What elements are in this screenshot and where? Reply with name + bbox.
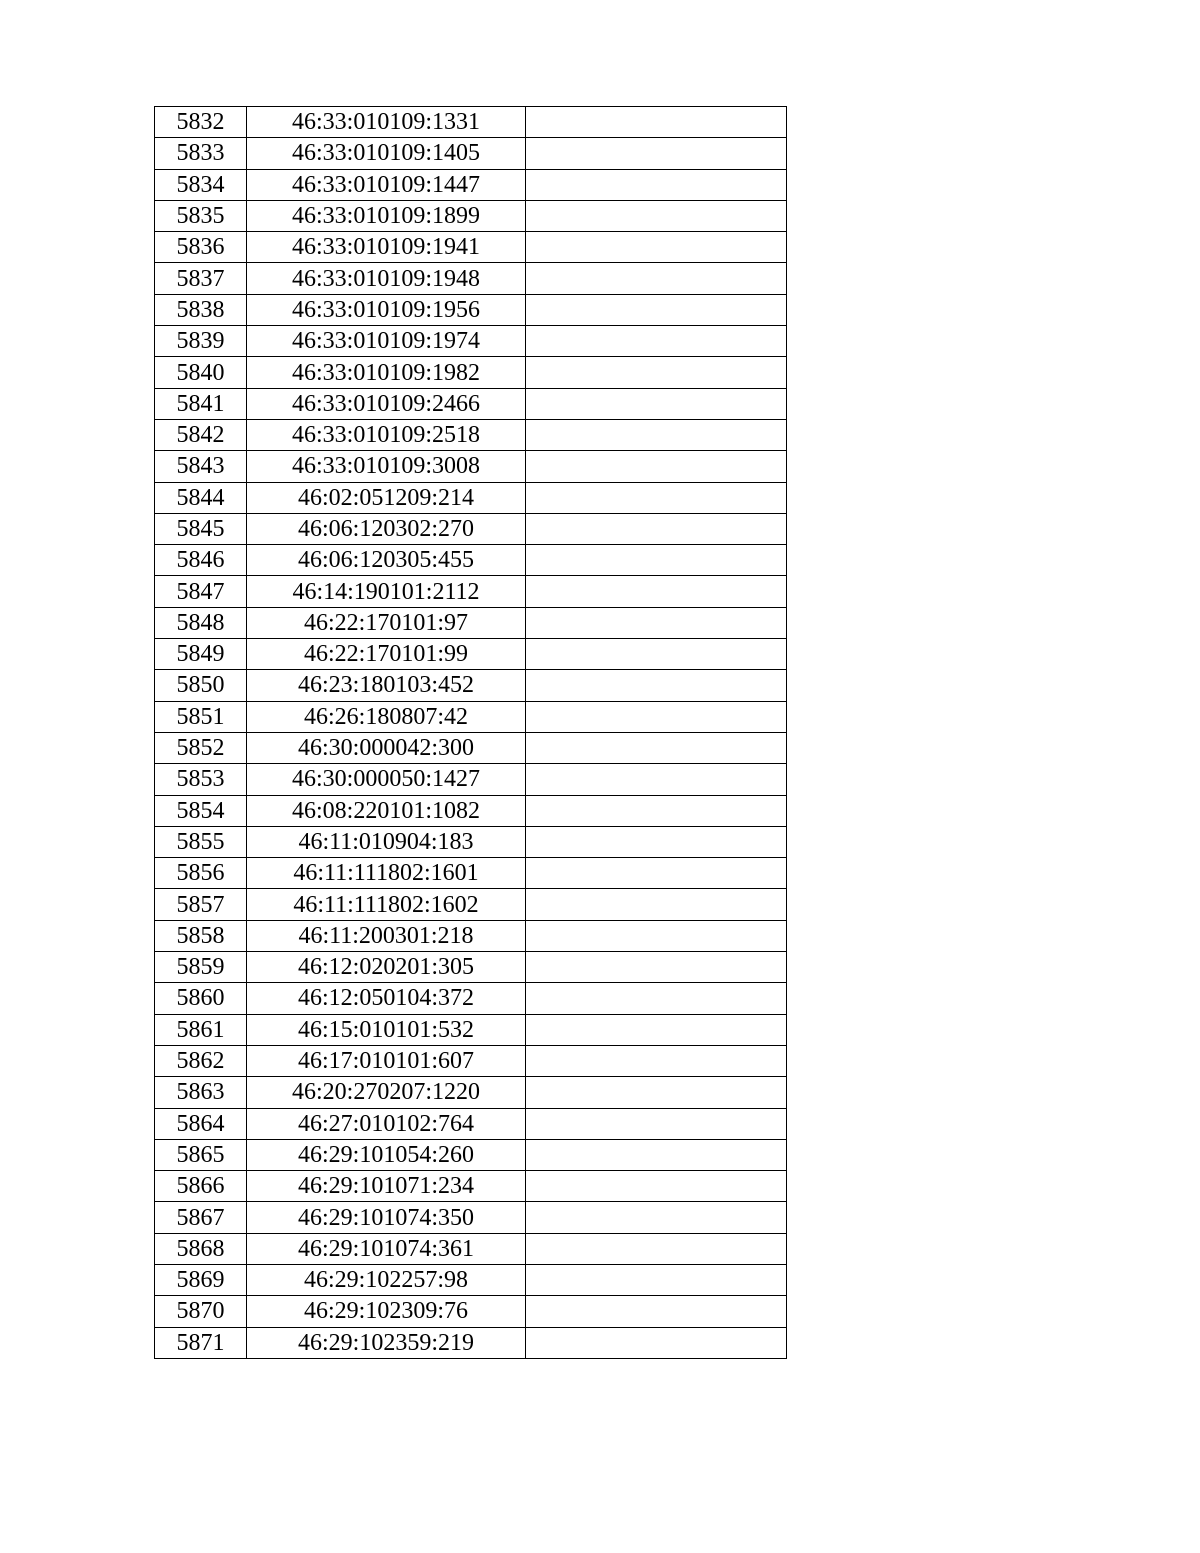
note-cell	[526, 294, 787, 325]
row-number-cell: 5832	[155, 107, 247, 138]
row-number-cell: 5843	[155, 451, 247, 482]
row-number-cell: 5865	[155, 1139, 247, 1170]
cadastral-number-cell: 46:33:010109:2518	[247, 419, 526, 450]
table-row	[155, 1045, 787, 1076]
row-number-cell: 5859	[155, 952, 247, 983]
cadastral-table	[154, 106, 787, 1359]
cadastral-number-cell: 46:33:010109:2466	[247, 388, 526, 419]
cadastral-number-cell: 46:33:010109:1447	[247, 169, 526, 200]
cadastral-number-cell: 46:11:111802:1602	[247, 889, 526, 920]
row-number-cell: 5844	[155, 482, 247, 513]
cadastral-number-cell: 46:33:010109:1948	[247, 263, 526, 294]
cadastral-number-cell: 46:27:010102:764	[247, 1108, 526, 1139]
row-number-cell: 5848	[155, 607, 247, 638]
note-cell	[526, 232, 787, 263]
note-cell	[526, 1171, 787, 1202]
note-cell	[526, 639, 787, 670]
cadastral-number-cell: 46:33:010109:1899	[247, 200, 526, 231]
row-number-cell: 5845	[155, 513, 247, 544]
cadastral-number-cell: 46:11:200301:218	[247, 920, 526, 951]
row-number-cell: 5866	[155, 1171, 247, 1202]
note-cell	[526, 263, 787, 294]
table-row	[155, 1202, 787, 1233]
cadastral-number-cell: 46:06:120305:455	[247, 545, 526, 576]
note-cell	[526, 169, 787, 200]
row-number-cell: 5839	[155, 326, 247, 357]
table-row	[155, 326, 787, 357]
table-row	[155, 576, 787, 607]
note-cell	[526, 138, 787, 169]
note-cell	[526, 200, 787, 231]
note-cell	[526, 1327, 787, 1358]
note-cell	[526, 1045, 787, 1076]
cadastral-number-cell: 46:29:101071:234	[247, 1171, 526, 1202]
cadastral-number-cell: 46:02:051209:214	[247, 482, 526, 513]
cadastral-number-cell: 46:33:010109:1956	[247, 294, 526, 325]
cadastral-number-cell: 46:12:020201:305	[247, 952, 526, 983]
note-cell	[526, 1264, 787, 1295]
table-row	[155, 1296, 787, 1327]
table-row	[155, 764, 787, 795]
table-row	[155, 169, 787, 200]
row-number-cell: 5857	[155, 889, 247, 920]
note-cell	[526, 576, 787, 607]
row-number-cell: 5852	[155, 732, 247, 763]
row-number-cell: 5860	[155, 983, 247, 1014]
table-row	[155, 920, 787, 951]
table-row	[155, 889, 787, 920]
row-number-cell: 5838	[155, 294, 247, 325]
table-row	[155, 1077, 787, 1108]
row-number-cell: 5854	[155, 795, 247, 826]
row-number-cell: 5855	[155, 826, 247, 857]
row-number-cell: 5840	[155, 357, 247, 388]
table-row	[155, 670, 787, 701]
row-number-cell: 5869	[155, 1264, 247, 1295]
row-number-cell: 5858	[155, 920, 247, 951]
table-row	[155, 388, 787, 419]
row-number-cell: 5867	[155, 1202, 247, 1233]
table-row	[155, 1327, 787, 1358]
table-row	[155, 1108, 787, 1139]
cadastral-number-cell: 46:23:180103:452	[247, 670, 526, 701]
note-cell	[526, 889, 787, 920]
cadastral-number-cell: 46:17:010101:607	[247, 1045, 526, 1076]
row-number-cell: 5842	[155, 419, 247, 450]
cadastral-number-cell: 46:20:270207:1220	[247, 1077, 526, 1108]
table-row	[155, 138, 787, 169]
cadastral-number-cell: 46:15:010101:532	[247, 1014, 526, 1045]
row-number-cell: 5856	[155, 858, 247, 889]
table-row	[155, 952, 787, 983]
cadastral-number-cell: 46:33:010109:3008	[247, 451, 526, 482]
row-number-cell: 5853	[155, 764, 247, 795]
cadastral-number-cell: 46:12:050104:372	[247, 983, 526, 1014]
table-row	[155, 200, 787, 231]
note-cell	[526, 732, 787, 763]
table-row	[155, 513, 787, 544]
row-number-cell: 5862	[155, 1045, 247, 1076]
note-cell	[526, 1233, 787, 1264]
table-row	[155, 232, 787, 263]
table-row	[155, 1233, 787, 1264]
table-row	[155, 482, 787, 513]
cadastral-number-cell: 46:33:010109:1405	[247, 138, 526, 169]
cadastral-number-cell: 46:33:010109:1982	[247, 357, 526, 388]
cadastral-number-cell: 46:30:000042:300	[247, 732, 526, 763]
row-number-cell: 5863	[155, 1077, 247, 1108]
note-cell	[526, 1077, 787, 1108]
note-cell	[526, 795, 787, 826]
cadastral-number-cell: 46:11:111802:1601	[247, 858, 526, 889]
table-row	[155, 983, 787, 1014]
table-row	[155, 607, 787, 638]
table-row	[155, 701, 787, 732]
note-cell	[526, 388, 787, 419]
cadastral-number-cell: 46:29:101054:260	[247, 1139, 526, 1170]
row-number-cell: 5864	[155, 1108, 247, 1139]
row-number-cell: 5847	[155, 576, 247, 607]
cadastral-number-cell: 46:33:010109:1331	[247, 107, 526, 138]
cadastral-table-body	[155, 107, 787, 1359]
note-cell	[526, 1296, 787, 1327]
row-number-cell: 5835	[155, 200, 247, 231]
note-cell	[526, 952, 787, 983]
row-number-cell: 5833	[155, 138, 247, 169]
table-row	[155, 294, 787, 325]
note-cell	[526, 764, 787, 795]
table-row	[155, 1171, 787, 1202]
cadastral-number-cell: 46:30:000050:1427	[247, 764, 526, 795]
table-row	[155, 795, 787, 826]
note-cell	[526, 920, 787, 951]
note-cell	[526, 326, 787, 357]
note-cell	[526, 1139, 787, 1170]
cadastral-number-cell: 46:26:180807:42	[247, 701, 526, 732]
cadastral-number-cell: 46:29:102257:98	[247, 1264, 526, 1295]
cadastral-number-cell: 46:33:010109:1974	[247, 326, 526, 357]
note-cell	[526, 451, 787, 482]
note-cell	[526, 858, 787, 889]
cadastral-number-cell: 46:14:190101:2112	[247, 576, 526, 607]
table-row	[155, 1264, 787, 1295]
row-number-cell: 5836	[155, 232, 247, 263]
cadastral-number-cell: 46:22:170101:97	[247, 607, 526, 638]
cadastral-number-cell: 46:29:102309:76	[247, 1296, 526, 1327]
row-number-cell: 5851	[155, 701, 247, 732]
note-cell	[526, 701, 787, 732]
cadastral-number-cell: 46:06:120302:270	[247, 513, 526, 544]
table-row	[155, 419, 787, 450]
table-row	[155, 826, 787, 857]
table-row	[155, 732, 787, 763]
cadastral-number-cell: 46:29:102359:219	[247, 1327, 526, 1358]
note-cell	[526, 513, 787, 544]
table-row	[155, 357, 787, 388]
table-row	[155, 107, 787, 138]
note-cell	[526, 1202, 787, 1233]
table-row	[155, 263, 787, 294]
row-number-cell: 5834	[155, 169, 247, 200]
table-row	[155, 1014, 787, 1045]
cadastral-number-cell: 46:11:010904:183	[247, 826, 526, 857]
note-cell	[526, 357, 787, 388]
table-row	[155, 545, 787, 576]
row-number-cell: 5868	[155, 1233, 247, 1264]
note-cell	[526, 107, 787, 138]
row-number-cell: 5849	[155, 639, 247, 670]
table-row	[155, 1139, 787, 1170]
cadastral-number-cell: 46:29:101074:361	[247, 1233, 526, 1264]
table-row	[155, 451, 787, 482]
row-number-cell: 5871	[155, 1327, 247, 1358]
note-cell	[526, 670, 787, 701]
cadastral-number-cell: 46:08:220101:1082	[247, 795, 526, 826]
note-cell	[526, 607, 787, 638]
cadastral-number-cell: 46:29:101074:350	[247, 1202, 526, 1233]
note-cell	[526, 482, 787, 513]
row-number-cell: 5841	[155, 388, 247, 419]
note-cell	[526, 826, 787, 857]
note-cell	[526, 1108, 787, 1139]
row-number-cell: 5837	[155, 263, 247, 294]
note-cell	[526, 419, 787, 450]
row-number-cell: 5850	[155, 670, 247, 701]
row-number-cell: 5861	[155, 1014, 247, 1045]
note-cell	[526, 545, 787, 576]
row-number-cell: 5846	[155, 545, 247, 576]
table-row	[155, 858, 787, 889]
row-number-cell: 5870	[155, 1296, 247, 1327]
note-cell	[526, 983, 787, 1014]
table-row	[155, 639, 787, 670]
cadastral-number-cell: 46:22:170101:99	[247, 639, 526, 670]
cadastral-number-cell: 46:33:010109:1941	[247, 232, 526, 263]
note-cell	[526, 1014, 787, 1045]
